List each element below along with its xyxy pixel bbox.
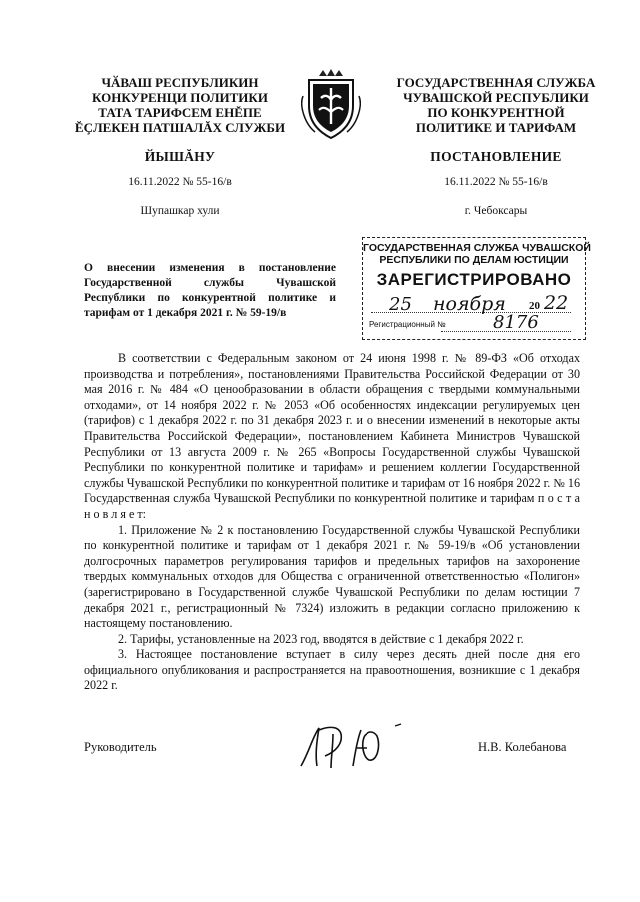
stamp-reg-number: 8176 <box>493 312 539 333</box>
stamp-line-2: РЕСПУБЛИКИ ПО ДЕЛАМ ЮСТИЦИИ <box>379 254 569 266</box>
stamp-month: ноября <box>433 293 506 315</box>
header-right-date-number: 16.11.2022 № 55-16/в <box>444 176 548 188</box>
header-right-line: ЧУВАШСКОЙ РЕСПУБЛИКИ <box>403 90 589 105</box>
registration-stamp <box>362 237 591 340</box>
body-paragraph: В соответствии с Федеральным законом от 24 июня 1998 г. № 89-ФЗ «Об отходах производства и потребления», постановлениями Правительства Российской Федерации от 30 мая 2016 г. № 484 «О ценообразовании в области обращения с твердыми коммунальными отходами», от 14 ноября 2022 г. № 2053 «Об особенностях индексации регулируемых цен (тарифов) с 1 декабря 2022 г. по 31 декабря 2023 г. и о внесении изменений в некоторые акты Правительства Российской Федерации», постановлением Кабинета Министров Чувашской Республики от 13 августа 2009 г. № 265 «Вопросы Государственной службы Чувашской Республики по конкурентной политике и тарифам» и решением коллегии Государственной службы Чувашской Республики по конкурентной политике и тарифам от 16 ноября 2022 г. № 16 Государственная служба Чувашской Республики по конкурентной политике и тарифам п о с т а н о в л я е т: <box>84 351 580 521</box>
handwritten-signature <box>295 722 415 772</box>
coat-of-arms-emblem <box>301 66 361 140</box>
document-body <box>84 351 580 694</box>
stamp-reg-label: Регистрационный № <box>369 320 446 329</box>
header-left-line: ЧӐВАШ РЕСПУБЛИКИН <box>101 75 259 90</box>
stamp-year-prefix: 20 <box>529 300 540 312</box>
signature-title: Руководитель <box>84 740 157 754</box>
body-paragraph: 2. Тарифы, установленные на 2023 год, вводятся в действие с 1 декабря 2022 г. <box>118 631 524 646</box>
header-left-line: ĔҪЛЕКЕН ПАТШАЛĂХ СЛУЖБИ <box>74 120 286 135</box>
header-left-line: ТАТА ТАРИФСЕМ ЕНĔПЕ <box>98 105 262 120</box>
stamp-day: 25 <box>389 294 412 315</box>
header-right-city: г. Чебоксары <box>464 205 528 217</box>
header-left-date-number: 16.11.2022 № 55-16/в <box>128 176 232 188</box>
body-paragraph: 3. Настоящее постановление вступает в силу через десять дней после дня его официального опубликования и распространяется на правоотношения, возникшие с 1 декабря 2022 г. <box>84 647 580 693</box>
document-subject: О внесении изменения в постановление Государственной службы Чувашской Республики по конкурентной политике и тарифам от 1 декабря 2021 г. № 59-19/в <box>84 262 336 319</box>
stamp-year-suffix: 22 <box>544 292 569 314</box>
header-left-org <box>62 75 298 135</box>
header-right-org <box>385 75 607 135</box>
header-right-line: ГОСУДАРСТВЕННАЯ СЛУЖБА <box>396 75 596 90</box>
header-left-city: Шупашкар хули <box>140 205 220 217</box>
header-left-line: КОНКУРЕНЦИ ПОЛИТИКИ <box>92 90 268 105</box>
header-left-doc-type: ЙЫШĂНУ <box>144 149 216 164</box>
signature-name: Н.В. Колебанова <box>478 740 567 754</box>
header-right-doc-type: ПОСТАНОВЛЕНИЕ <box>430 149 562 164</box>
stamp-title: ЗАРЕГИСТРИРОВАНО <box>376 270 572 289</box>
body-paragraph: 1. Приложение № 2 к постановлению Государственной службы Чувашской Республики по конкурентной политике и тарифам от 1 декабря 2021 г. № 59-19/в «Об установлении долгосрочных параметров регулирования тарифов и предельных тарифов на захоронение твердых коммунальных отходов для Общества с ограниченной ответственностью «Полигон» (зарегистрировано в Государственной службе Чувашской Республики по делам юстиции 7 декабря 2021 г., регистрационный № 7324) изложить в редакции согласно приложению к настоящему постановлению. <box>84 522 580 631</box>
header-right-line: ПО КОНКУРЕНТНОЙ <box>427 105 565 120</box>
header-right-line: ПОЛИТИКЕ И ТАРИФАМ <box>415 120 577 135</box>
stamp-line-1: ГОСУДАРСТВЕННАЯ СЛУЖБА ЧУВАШСКОЙ <box>363 242 591 254</box>
